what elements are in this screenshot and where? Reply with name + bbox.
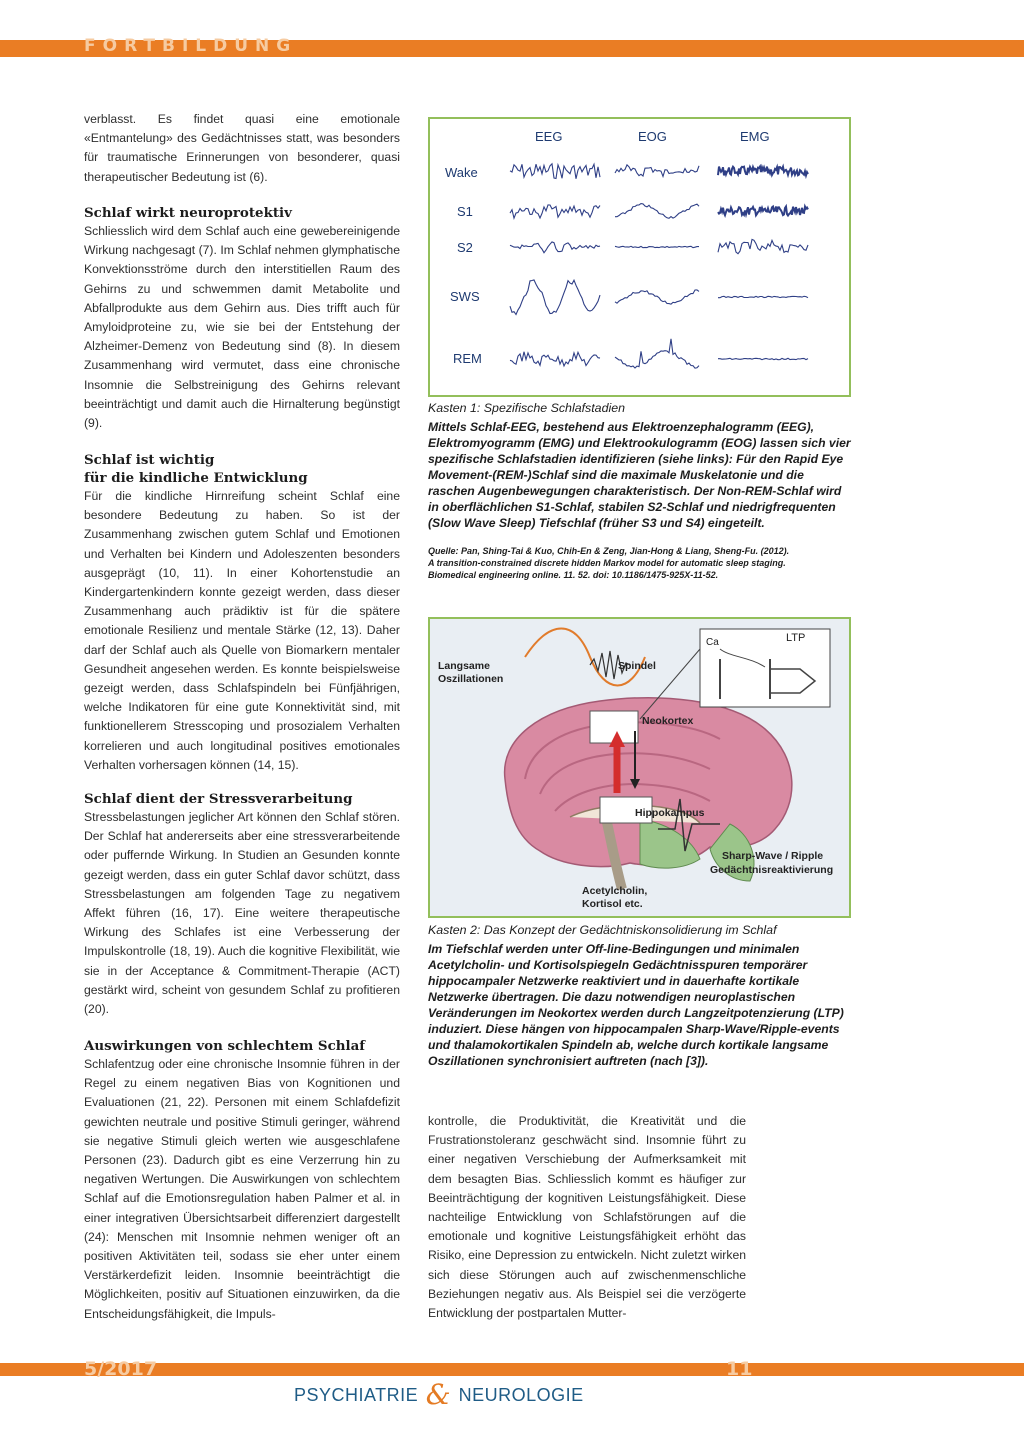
trace-1-0 bbox=[510, 205, 600, 218]
box2-body: Im Tiefschlaf werden unter Off-line-Bedingungen und minimalen Acetylcholin- und Kortisolspiegeln Gedächtnisspuren temporärer hippocampaler Netzwerke reaktiviert und in dauerhafte kortikale Netzwerke übertragen. Die dazu notwendigen neuroplastischen Veränderungen im Neokortex werden durch Langzeitpotenzierung (LTP) induziert. Diese hängen von hippocampalen Sharp-Wave/Ripple-events und thalamokortikalen Spindeln ab, welche durch kortikale langsame Oszillationen synchronisiert auftreten (nach [3]). bbox=[428, 942, 844, 1068]
row-label-s1: S1 bbox=[457, 204, 473, 219]
box1-caption bbox=[428, 400, 852, 581]
label-hippocampus: Hippokampus bbox=[635, 807, 705, 819]
box2-title: Kasten 2: Das Konzept der Gedächtniskonsolidierung im Schlaf bbox=[428, 923, 777, 937]
row-label-s2: S2 bbox=[457, 240, 473, 255]
label-ripple-2: Gedächtnisreaktivierung bbox=[710, 864, 834, 876]
label-spindle: Spindel bbox=[618, 660, 656, 672]
section-text: Schlafentzug oder eine chronische Insomnie führen in der Regel zu einem negativen Bias von Kognitionen und Evaluationen (21, 22). Personen mit einem Schlafdefizit gewichten neutrale und positive Stimuli geringer, während sie negative Stimuli gleich werten wie ausgeschlafene Personen (23). Dadurch gibt es eine Verzerrung hin zu negativen Wertungen. Die Auswirkungen von schlechtem Schlaf auf die Emotionsregulation haben Palmer et al. in einer integrativen Übersichtsarbeit differenziert dargestellt (24): Menschen mit Insomnie nehmen weniger oft an positiven Aktivitäten teil, sodass sie eher unter einem Verstärkerdefizit leiden. Insomnie beeinträchtigt die Möglichkeiten, positiv auf Situationen einzuwirken, da die Entscheidungsfähigkeit, die Impuls- bbox=[84, 1057, 400, 1321]
box1-source-line-3: Biomedical engineering online. 11. 52. doi: 10.1186/1475-925X-11-52. bbox=[428, 570, 719, 580]
trace-2-0 bbox=[510, 242, 600, 253]
col-header-eeg: EEG bbox=[535, 129, 563, 144]
ltp-inset bbox=[700, 629, 830, 707]
section-title: Auswirkungen von schlechtem Schlaf bbox=[84, 1038, 366, 1054]
trace-3-2 bbox=[718, 296, 808, 297]
trace-4-2 bbox=[718, 358, 808, 359]
row-label-rem: REM bbox=[453, 351, 482, 366]
trace-2-1 bbox=[615, 246, 699, 247]
journal-name-part-1: PSYCHIATRIE bbox=[294, 1385, 419, 1405]
label-ach-2: Kortisol etc. bbox=[582, 898, 643, 910]
section-bad-sleep bbox=[84, 1037, 400, 1324]
label-ach-1: Acetylcholin, bbox=[582, 885, 648, 897]
trace-0-1 bbox=[615, 165, 699, 177]
intro-text: verblasst. Es findet quasi eine emotionale «Entmantelung» des Gedächtnisses statt, was besonders für traumatische Erinnerungen von besonderer, quasi therapeutischer Bedeutung ist (6). bbox=[84, 112, 400, 184]
trace-0-2 bbox=[718, 167, 808, 176]
section-title: Schlaf dient der Stressverarbeitung bbox=[84, 791, 353, 807]
journal-ampersand: & bbox=[425, 1378, 452, 1411]
section-text: Stressbelastungen jeglicher Art können den Schlaf stören. Der Schlaf hat andererseits aber eine stressverarbeitende oder puffernde Wirkung. In Studien an Gesunden konnte gezeigt werden, dass ein guter Schlaf davor schützt, dass Stressbelastungen am folgenden Tage zu negativem Affekt führen (16, 17). Eine weitere therapeutische Wirkung des Schlafes ist eine Verbesserung der Impulskontrolle (18, 19). Auch die kognitive Flexibilität, wie sie in der Acceptance & Commitment-Therapie (ACT) gestärkt wird, scheint von gesundem Schlaf zu profitieren (20). bbox=[84, 810, 400, 1017]
section-text: Schliesslich wird dem Schlaf auch eine gewebereinigende Wirkung nachgesagt (7). Im Schlaf nehmen glymphatische Konvektionsströme durch den interstitiellen Raum des Gehirns zu und schwemmen damit Metabolite und Abfallprodukte aus dem Gehirn aus. Dies trifft auch für Amyloidproteine zu, wie sie bei der Entstehung der Alzheimer-Demenz von Bedeutung sind (8). In diesem Zusammenhang wird vermutet, dass eine chronische Insomnie die Selbstreinigung des Gehirns relevant beeinträchtigt und damit auch die Hirnalterung begünstigt (9). bbox=[84, 224, 400, 431]
journal-name bbox=[294, 1378, 584, 1411]
continuation-text: kontrolle, die Produktivität, die Kreativität und die Frustrationstoleranz geschwächt sind. Insomnie führt zu einer negativen Verschiebung der Aufmerksamkeit mit dem besagten Bias. Schliesslich kommt es häufiger zur Beeinträchtigung der kognitiven Leistungsfähigkeit. Diese nachteilige Entwicklung von Schlafstörungen auf die emotionale und kognitive Leistungsfähigkeit erhöht das Risiko, eine Depression zu entwickeln. Nicht zuletzt wirken sich diese Störungen auch auf zwischenmenschliche Beziehungen negativ aus. Als Beispiel sei die verzögerte Entwicklung der postpartalen Mutter- bbox=[428, 1114, 746, 1321]
label-neocortex: Neokortex bbox=[642, 715, 694, 727]
col-header-eog: EOG bbox=[638, 129, 667, 144]
trace-1-1 bbox=[615, 204, 699, 219]
box1-body: Mittels Schlaf-EEG, bestehend aus Elektroenzephalogramm (EEG), Elektromyogramm (EMG) und Elektrookulogramm (EOG) lassen sich vier spezifische Schlafstadien identifizieren (siehe links): Für den Rapid Eye Movement-(REM-)Schlaf sind die maximale Muskelatonie und die raschen Augenbewegungen charakteristisch. Der Non-REM-Schlaf wird in oberflächlichen S1-Schlaf, stabilen S2-Schlaf und niedrigfrequenten (Slow Wave Sleep) Tiefschlaf (früher S3 und S4) eingeteilt. bbox=[428, 420, 851, 530]
row-label-sws: SWS bbox=[450, 289, 480, 304]
box2-caption bbox=[428, 922, 852, 1069]
label-ripple-1: Sharp-Wave / Ripple bbox=[722, 850, 824, 862]
section-child-development bbox=[84, 451, 400, 775]
intro-paragraph bbox=[84, 110, 400, 187]
journal-name-part-2: NEUROLOGIE bbox=[458, 1385, 584, 1405]
slow-oscillation-wave bbox=[525, 629, 645, 686]
section-title: Schlaf wirkt neuroprotektiv bbox=[84, 205, 292, 221]
section-neuroprotection bbox=[84, 204, 400, 433]
trace-3-1 bbox=[615, 290, 699, 304]
trace-4-1 bbox=[615, 339, 699, 368]
section-label: FORTBILDUNG bbox=[84, 36, 298, 56]
section-title-line-1: Schlaf ist wichtig bbox=[84, 452, 215, 468]
ltp-label: LTP bbox=[786, 632, 806, 644]
trace-1-2 bbox=[718, 207, 808, 216]
issue-number: 5/2017 bbox=[84, 1358, 158, 1380]
trace-2-2 bbox=[718, 239, 808, 253]
trace-4-0 bbox=[510, 352, 600, 366]
memory-consolidation-figure bbox=[428, 617, 851, 918]
col-header-emg: EMG bbox=[740, 129, 770, 144]
ltp-ca-label: Ca bbox=[706, 637, 719, 648]
page-number: 11 bbox=[726, 1358, 753, 1380]
box1-source-line-1: Quelle: Pan, Shing-Tai & Kuo, Chih-En & Zeng, Jian-Hong & Liang, Sheng-Fu. (2012). bbox=[428, 546, 790, 556]
box1-source-line-2: A transition-constrained discrete hidden Markov model for automatic sleep staging. bbox=[428, 558, 786, 568]
box1-title: Kasten 1: Spezifische Schlafstadien bbox=[428, 401, 625, 415]
section-text: Für die kindliche Hirnreifung scheint Schlaf eine besondere Bedeutung zu haben. So ist der Zusammenhang zwischen gutem Schlaf und Emotionen und Verhalten bei Kindern und Adoleszenten besonders ausgeprägt (10, 11). In einer Kohortenstudie an Kindergartenkindern konnte gezeigt werden, dass dieser Zusammenhang auch prädiktiv ist für die spätere emotionale Resilienz und mentale Stärke (12, 13). Daher darf der Schlaf auch als Quelle von Biomarkern mentaler Gesundheit angesehen werden. Es konnte beispielsweise gezeigt werden, dass Schlafspindeln bei Fünfjährigen, welche Indikatoren für eine gute Konnektivität sind, mit funktionellerem Stresscoping und prosozialem Verhalten korrelieren und auch longitudinal positives emotionales Verhalten vorhersagen können (14, 15). bbox=[84, 489, 400, 772]
right-column-text bbox=[428, 1112, 746, 1323]
sleep-stages-figure bbox=[428, 117, 851, 397]
section-stress bbox=[84, 790, 400, 1019]
row-label-wake: Wake bbox=[445, 165, 478, 180]
eeg-traces bbox=[510, 164, 808, 368]
label-slow-osc-2: Oszillationen bbox=[438, 673, 504, 685]
label-slow-osc-1: Langsame bbox=[438, 660, 490, 672]
trace-3-0 bbox=[510, 280, 600, 315]
trace-0-0 bbox=[510, 164, 600, 179]
section-title-line-2: für die kindliche Entwicklung bbox=[84, 470, 308, 486]
